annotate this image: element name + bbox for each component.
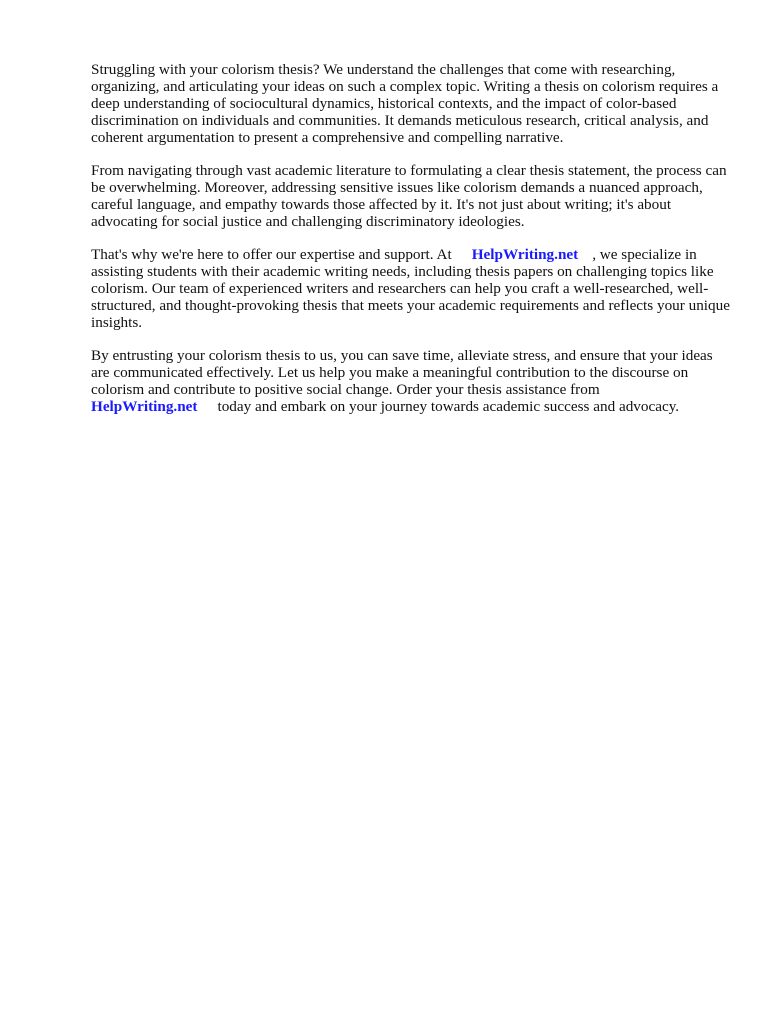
helpwriting-link[interactable]: HelpWriting.net	[471, 246, 579, 263]
paragraph-intro: Struggling with your colorism thesis? We understand the challenges that come with researching, organizing, and articulating your ideas on such a complex topic. Writing a thesis on colorism requires a deep understanding of sociocultural dynamics, historical contexts, and the impact of color-based discrimination on individuals and communities. It demands meticulous research, critical analysis, and coherent argumentation to present a comprehensive and compelling narrative.	[91, 61, 719, 146]
paragraph-process: From navigating through vast academic literature to formulating a clear thesis statement, the process can be overwhelming. Moreover, addressing sensitive issues like colorism demands a nuanced approach, careful language, and empathy towards those affected by it. It's not just about writing; it's about advocating for social justice and challenging discriminatory ideologies.	[91, 162, 727, 230]
helpwriting-link-closing[interactable]: HelpWriting.net	[91, 398, 198, 415]
paragraph-closing-text-before: By entrusting your colorism thesis to us, you can save time, alleviate stress, and ensure that your ideas are communicated effectively. Let us help you make a meaningful contribution to the discourse on colorism and contribute to positive social change. Order your thesis assistance from	[91, 347, 713, 398]
paragraph-closing	[91, 347, 731, 415]
document-page	[91, 61, 731, 431]
paragraph-offer-text-after: , we specialize in assisting students with their academic writing needs, including thesis papers on challenging topics like colorism. Our team of experienced writers and researchers can help you craft a well-researched, well-structured, and thought-provoking thesis that meets your academic requirements and reflects your unique insights.	[91, 246, 730, 331]
paragraph-closing-text-after: today and embark on your journey towards academic success and advocacy.	[217, 398, 680, 415]
paragraph-offer-text-before: That's why we're here to offer our expertise and support. At	[91, 246, 452, 263]
paragraph-offer	[91, 246, 731, 331]
